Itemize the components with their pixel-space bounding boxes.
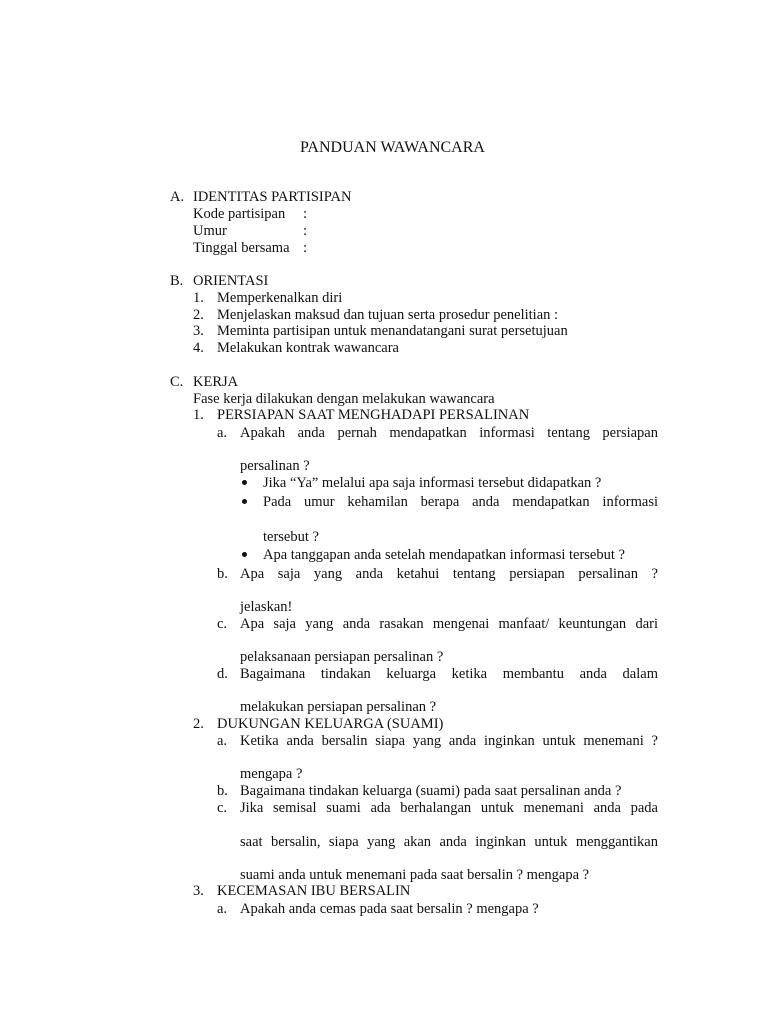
question-letter: b. [217, 783, 228, 799]
field-label: Kode partisipan [193, 206, 286, 222]
question-text-cont: melakukan persiapan persalinan ? [240, 699, 437, 715]
section-b-letter: B. [170, 273, 184, 289]
question-text: Apakah anda pernah mendapatkan informasi tentang persiapan [240, 425, 658, 441]
field-sep: : [303, 206, 308, 222]
topic-heading: DUKUNGAN KELUARGA (SUAMI) [217, 716, 444, 732]
topic-number: 2. [193, 716, 204, 732]
topic-heading: PERSIAPAN SAAT MENGHADAPI PERSALINAN [217, 407, 530, 423]
section-c-heading: KERJA [193, 374, 239, 390]
list-item-number: 2. [193, 307, 204, 323]
question-text-cont: suami anda untuk menemani pada saat bersalin ? mengapa ? [240, 867, 590, 883]
list-item: Menjelaskan maksud dan tujuan serta prosedur penelitian : [217, 307, 559, 323]
sub-question: Jika “Ya” melalui apa saja informasi tersebut didapatkan ? [263, 475, 602, 491]
question-letter: b. [217, 566, 228, 582]
question-letter: d. [217, 666, 228, 682]
question-letter: a. [217, 733, 228, 749]
question-text: Ketika anda bersalin siapa yang anda inginkan untuk menemani ? [240, 733, 658, 749]
question-text: Jika semisal suami ada berhalangan untuk menemani anda pada [240, 800, 658, 816]
list-item: Memperkenalkan diri [217, 290, 343, 306]
question-letter: a. [217, 901, 228, 917]
field-label: Tinggal bersama [193, 240, 290, 256]
topic-number: 3. [193, 883, 204, 899]
list-item-number: 3. [193, 323, 204, 339]
question-text-cont: persalinan ? [240, 458, 310, 474]
question-text-cont: mengapa ? [240, 766, 303, 782]
sub-question-cont: tersebut ? [263, 529, 319, 545]
list-item-number: 1. [193, 290, 204, 306]
question-text: Bagaimana tindakan keluarga ketika membantu anda dalam [240, 666, 658, 682]
question-text-cont: saat bersalin, siapa yang akan anda inginkan untuk menggantikan [240, 834, 658, 850]
bullet-icon [242, 552, 247, 557]
question-letter: c. [217, 616, 228, 632]
topic-number: 1. [193, 407, 204, 423]
question-letter: c. [217, 800, 228, 816]
section-a-heading: IDENTITAS PARTISIPAN [193, 189, 352, 205]
bullet-icon [242, 480, 247, 485]
sub-question: Apa tanggapan anda setelah mendapatkan informasi tersebut ? [263, 547, 625, 563]
question-text: Apa saja yang anda rasakan mengenai manfaat/ keuntungan dari [240, 616, 658, 632]
question-text: Apa saja yang anda ketahui tentang persiapan persalinan ? [240, 566, 658, 582]
question-text: Bagaimana tindakan keluarga (suami) pada saat persalinan anda ? [240, 783, 622, 799]
section-c-letter: C. [170, 374, 184, 390]
list-item: Meminta partisipan untuk menandatangani surat persetujuan [217, 323, 568, 339]
list-item-number: 4. [193, 340, 204, 356]
page-title: PANDUAN WAWANCARA [300, 139, 485, 156]
section-b-heading: ORIENTASI [193, 273, 269, 289]
list-item: Melakukan kontrak wawancara [217, 340, 399, 356]
topic-heading: KECEMASAN IBU BERSALIN [217, 883, 411, 899]
section-c-intro: Fase kerja dilakukan dengan melakukan wawancara [193, 391, 495, 407]
field-sep: : [303, 240, 308, 256]
question-letter: a. [217, 425, 228, 441]
question-text: Apakah anda cemas pada saat bersalin ? mengapa ? [240, 901, 539, 917]
field-sep: : [303, 223, 308, 239]
field-label: Umur [193, 223, 227, 239]
bullet-icon [242, 499, 247, 504]
section-a-letter: A. [170, 189, 185, 205]
question-text-cont: pelaksanaan persiapan persalinan ? [240, 649, 444, 665]
sub-question: Pada umur kehamilan berapa anda mendapatkan informasi [263, 494, 658, 510]
question-text-cont: jelaskan! [240, 599, 293, 615]
